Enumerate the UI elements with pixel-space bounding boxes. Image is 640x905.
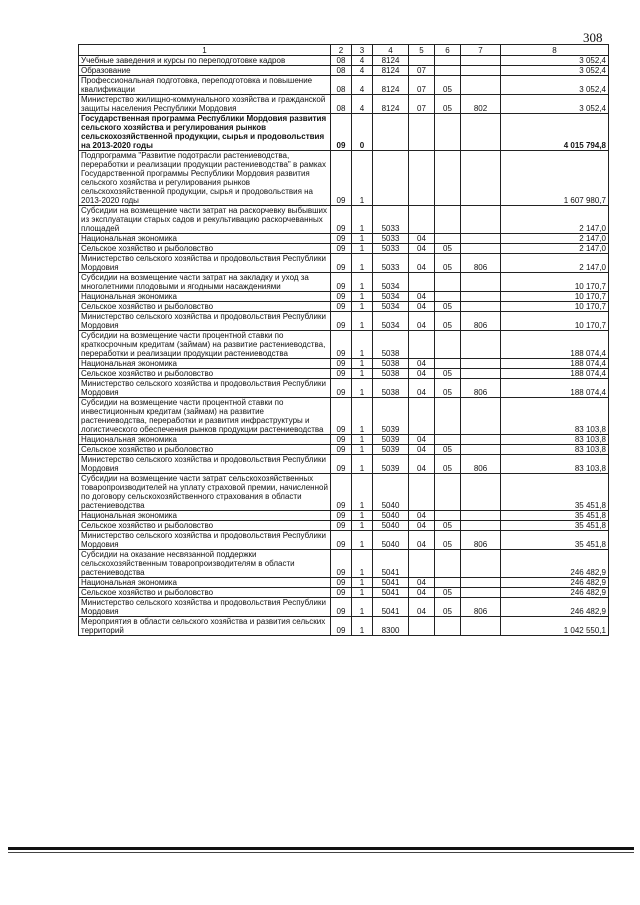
row-code-cell: 08 [331,66,352,76]
row-code-cell: 04 [409,302,435,312]
table-row [79,312,609,331]
row-code-cell: 05 [435,312,461,331]
row-code-cell [461,292,501,302]
row-code-cell: 09 [331,234,352,244]
table-row [79,95,609,114]
row-code-cell: 04 [409,359,435,369]
row-code-cell: 2 147,0 [501,254,609,273]
row-code-cell: 1 607 980,7 [501,151,609,206]
table-row [79,474,609,511]
row-code-cell: 09 [331,531,352,550]
table-row [79,302,609,312]
row-code-cell: 1 [352,379,373,398]
row-code-cell: 1 [352,455,373,474]
row-code-cell: 10 170,7 [501,273,609,292]
header-cell: 7 [461,45,501,56]
row-description-cell: Субсидии на возмещение части затрат сельскохозяйственных товаропроизводителей на уплату страховой премии, начисленной по договору сельскохозяйственного страхования в области растениеводства [79,474,331,511]
row-description-cell: Профессиональная подготовка, переподготовка и повышение квалификации [79,76,331,95]
table-row [79,244,609,254]
row-code-cell [435,151,461,206]
row-code-cell: 5040 [373,531,409,550]
row-code-cell: 05 [435,244,461,254]
row-description-cell: Министерство сельского хозяйства и продовольствия Республики Мордовия [79,455,331,474]
row-code-cell: 2 147,0 [501,244,609,254]
row-code-cell [461,521,501,531]
row-code-cell: 1 [352,531,373,550]
table-row [79,521,609,531]
row-code-cell: 04 [409,521,435,531]
row-code-cell: 246 482,9 [501,598,609,617]
row-description-cell: Министерство жилищно-коммунального хозяйства и гражданской защиты населения Республики Мордовия [79,95,331,114]
row-code-cell: 09 [331,254,352,273]
row-description-cell: Министерство сельского хозяйства и продовольствия Республики Мордовия [79,531,331,550]
row-code-cell: 09 [331,312,352,331]
row-description-cell: Министерство сельского хозяйства и продовольствия Республики Мордовия [79,254,331,273]
row-code-cell: 09 [331,588,352,598]
row-code-cell: 04 [409,511,435,521]
row-code-cell [435,66,461,76]
row-code-cell: 35 451,8 [501,511,609,521]
row-code-cell [409,398,435,435]
row-code-cell [461,114,501,151]
row-code-cell: 3 052,4 [501,76,609,95]
row-code-cell: 1 [352,578,373,588]
row-code-cell: 4 [352,95,373,114]
row-code-cell: 1 [352,521,373,531]
row-code-cell [461,76,501,95]
table-row [79,206,609,234]
row-code-cell: 5034 [373,302,409,312]
row-code-cell [409,273,435,292]
row-code-cell: 04 [409,435,435,445]
row-code-cell: 1 [352,151,373,206]
row-code-cell: 83 103,8 [501,455,609,474]
row-code-cell [435,435,461,445]
row-code-cell: 07 [409,95,435,114]
row-code-cell: 08 [331,56,352,66]
row-code-cell: 04 [409,244,435,254]
table-row [79,379,609,398]
row-code-cell [409,550,435,578]
row-code-cell: 5039 [373,455,409,474]
row-code-cell: 3 052,4 [501,56,609,66]
row-code-cell: 246 482,9 [501,550,609,578]
row-code-cell: 09 [331,511,352,521]
row-code-cell: 5033 [373,234,409,244]
budget-table [78,44,609,636]
row-code-cell: 5039 [373,435,409,445]
header-cell: 2 [331,45,352,56]
table-row [79,578,609,588]
row-code-cell: 5039 [373,398,409,435]
row-code-cell: 188 074,4 [501,369,609,379]
row-code-cell [435,550,461,578]
table-row [79,273,609,292]
row-description-cell: Национальная экономика [79,578,331,588]
row-code-cell [461,66,501,76]
row-code-cell: 1 [352,588,373,598]
row-code-cell: 5041 [373,578,409,588]
row-code-cell [461,151,501,206]
row-code-cell: 05 [435,455,461,474]
row-code-cell [409,331,435,359]
row-code-cell: 8124 [373,76,409,95]
row-code-cell: 5034 [373,292,409,302]
row-code-cell: 05 [435,369,461,379]
row-code-cell: 05 [435,598,461,617]
row-description-cell: Министерство сельского хозяйства и продовольствия Республики Мордовия [79,312,331,331]
row-code-cell: 05 [435,588,461,598]
row-code-cell: 806 [461,455,501,474]
header-cell: 4 [373,45,409,56]
table-row [79,151,609,206]
row-code-cell: 83 103,8 [501,435,609,445]
row-code-cell: 5040 [373,511,409,521]
row-code-cell: 09 [331,206,352,234]
row-code-cell: 09 [331,617,352,636]
row-description-cell: Национальная экономика [79,234,331,244]
row-code-cell [461,56,501,66]
row-description-cell: Образование [79,66,331,76]
table-row [79,550,609,578]
row-code-cell: 5034 [373,312,409,331]
row-description-cell: Сельское хозяйство и рыболовство [79,244,331,254]
row-code-cell: 05 [435,445,461,455]
row-code-cell: 1 [352,359,373,369]
row-code-cell: 1 [352,302,373,312]
row-code-cell: 10 170,7 [501,312,609,331]
row-code-cell [409,151,435,206]
row-code-cell: 04 [409,312,435,331]
row-code-cell: 04 [409,369,435,379]
row-code-cell: 09 [331,598,352,617]
row-code-cell: 83 103,8 [501,445,609,455]
row-code-cell: 806 [461,531,501,550]
row-code-cell [435,292,461,302]
row-code-cell: 09 [331,445,352,455]
row-code-cell: 35 451,8 [501,521,609,531]
row-code-cell: 1 [352,598,373,617]
row-code-cell: 1 [352,550,373,578]
row-code-cell [461,588,501,598]
row-code-cell: 07 [409,76,435,95]
row-code-cell: 09 [331,455,352,474]
row-code-cell [461,244,501,254]
row-code-cell: 1 [352,511,373,521]
row-description-cell: Мероприятия в области сельского хозяйства и развития сельских территорий [79,617,331,636]
table-row [79,511,609,521]
row-code-cell: 1 [352,244,373,254]
table-row [79,254,609,273]
row-code-cell [461,206,501,234]
row-code-cell: 09 [331,578,352,588]
row-code-cell: 09 [331,292,352,302]
header-cell: 8 [501,45,609,56]
row-code-cell: 09 [331,151,352,206]
table-row [79,598,609,617]
row-code-cell [409,56,435,66]
table-row [79,455,609,474]
row-code-cell: 04 [409,445,435,455]
row-description-cell: Учебные заведения и курсы по переподготовке кадров [79,56,331,66]
row-code-cell: 09 [331,302,352,312]
table-row [79,531,609,550]
row-description-cell: Министерство сельского хозяйства и продовольствия Республики Мордовия [79,598,331,617]
row-code-cell: 04 [409,578,435,588]
table-row [79,359,609,369]
row-code-cell: 04 [409,379,435,398]
row-code-cell [435,114,461,151]
row-code-cell: 09 [331,331,352,359]
row-code-cell: 2 147,0 [501,206,609,234]
row-code-cell: 05 [435,95,461,114]
row-code-cell: 5039 [373,445,409,455]
row-code-cell [409,474,435,511]
row-code-cell: 1 [352,234,373,244]
row-code-cell: 5038 [373,359,409,369]
row-code-cell: 5038 [373,331,409,359]
table-row [79,617,609,636]
row-code-cell [435,398,461,435]
table-row [79,56,609,66]
table-row [79,331,609,359]
table-row [79,114,609,151]
row-code-cell: 188 074,4 [501,331,609,359]
row-code-cell: 8300 [373,617,409,636]
row-code-cell: 09 [331,474,352,511]
row-code-cell [461,302,501,312]
table-body [79,56,609,636]
row-code-cell: 4 [352,66,373,76]
row-code-cell: 04 [409,598,435,617]
row-code-cell: 5033 [373,254,409,273]
row-code-cell: 1 [352,292,373,302]
row-code-cell: 802 [461,95,501,114]
row-description-cell: Сельское хозяйство и рыболовство [79,302,331,312]
row-description-cell: Национальная экономика [79,511,331,521]
header-cell: 1 [79,45,331,56]
row-code-cell [435,56,461,66]
row-code-cell: 5038 [373,369,409,379]
row-code-cell [461,369,501,379]
row-code-cell: 04 [409,254,435,273]
row-description-cell: Субсидии на возмещение части процентной ставки по краткосрочным кредитам (займам) на развитие растениеводства, переработки и реализации продукции растениеводства [79,331,331,359]
row-code-cell: 05 [435,302,461,312]
row-code-cell [409,114,435,151]
header-cell: 5 [409,45,435,56]
table-row [79,445,609,455]
row-code-cell: 806 [461,254,501,273]
row-code-cell: 5033 [373,206,409,234]
row-code-cell: 1 [352,206,373,234]
row-code-cell [461,445,501,455]
row-code-cell [461,359,501,369]
row-code-cell [461,511,501,521]
row-code-cell: 09 [331,379,352,398]
row-description-cell: Национальная экономика [79,435,331,445]
row-code-cell: 09 [331,273,352,292]
table-row [79,234,609,244]
row-code-cell: 0 [352,114,373,151]
table-row [79,76,609,95]
row-code-cell: 05 [435,76,461,95]
row-code-cell: 5040 [373,521,409,531]
row-description-cell: Сельское хозяйство и рыболовство [79,445,331,455]
row-code-cell: 09 [331,244,352,254]
row-code-cell: 05 [435,521,461,531]
table-row [79,66,609,76]
row-code-cell: 5034 [373,273,409,292]
row-code-cell: 07 [409,66,435,76]
row-code-cell: 04 [409,588,435,598]
row-code-cell: 246 482,9 [501,588,609,598]
table-row [79,369,609,379]
row-code-cell: 4 [352,56,373,66]
row-code-cell: 3 052,4 [501,66,609,76]
row-code-cell: 1 [352,273,373,292]
row-code-cell: 05 [435,254,461,273]
row-description-cell: Субсидии на возмещение части затрат на раскорчевку выбывших из эксплуатации старых садов и рекультивацию раскорчеванных площадей [79,206,331,234]
row-code-cell: 05 [435,531,461,550]
row-code-cell: 8124 [373,66,409,76]
row-code-cell: 04 [409,455,435,474]
row-code-cell: 09 [331,398,352,435]
row-code-cell: 806 [461,312,501,331]
row-description-cell: Сельское хозяйство и рыболовство [79,588,331,598]
row-code-cell: 83 103,8 [501,398,609,435]
row-code-cell [461,273,501,292]
row-code-cell: 188 074,4 [501,379,609,398]
row-code-cell [373,114,409,151]
row-description-cell: Министерство сельского хозяйства и продовольствия Республики Мордовия [79,379,331,398]
row-code-cell [435,234,461,244]
footer-rule-thin [8,852,634,853]
row-description-cell: Субсидии на возмещение части процентной ставки по инвестиционным кредитам (займам) на развитие растениеводства, переработки и развития инфраструктуры и логистического обеспечения рынков продукции растениеводства [79,398,331,435]
row-code-cell: 5041 [373,550,409,578]
row-code-cell [435,359,461,369]
header-cell: 6 [435,45,461,56]
row-code-cell: 246 482,9 [501,578,609,588]
row-code-cell: 05 [435,379,461,398]
row-code-cell: 09 [331,550,352,578]
row-code-cell: 08 [331,95,352,114]
row-code-cell: 08 [331,76,352,95]
row-code-cell: 2 147,0 [501,234,609,244]
row-code-cell: 09 [331,369,352,379]
row-code-cell: 8124 [373,95,409,114]
row-code-cell: 5041 [373,598,409,617]
row-code-cell: 1 [352,435,373,445]
row-code-cell [435,474,461,511]
footer-rule [8,847,634,850]
row-code-cell [435,273,461,292]
row-code-cell: 1 [352,445,373,455]
row-code-cell: 04 [409,234,435,244]
row-code-cell: 35 451,8 [501,531,609,550]
row-code-cell: 4 015 794,8 [501,114,609,151]
row-code-cell: 1 [352,254,373,273]
row-code-cell: 806 [461,379,501,398]
row-code-cell [461,398,501,435]
table-row [79,292,609,302]
row-code-cell: 4 [352,76,373,95]
table-header-row [79,45,609,56]
row-code-cell: 09 [331,521,352,531]
row-code-cell [435,206,461,234]
row-code-cell [435,331,461,359]
row-code-cell [461,578,501,588]
table-row [79,588,609,598]
row-code-cell: 5038 [373,379,409,398]
row-code-cell: 1 042 550,1 [501,617,609,636]
row-code-cell [461,550,501,578]
row-description-cell: Субсидии на возмещение части затрат на закладку и уход за многолетними плодовыми и ягодными насаждениями [79,273,331,292]
row-description-cell: Субсидии на оказание несвязанной поддержки сельскохозяйственным товаропроизводителям в области растениеводства [79,550,331,578]
row-code-cell [461,234,501,244]
row-code-cell: 8124 [373,56,409,66]
row-code-cell: 04 [409,292,435,302]
row-code-cell: 1 [352,312,373,331]
row-code-cell [435,578,461,588]
row-code-cell: 10 170,7 [501,302,609,312]
row-code-cell [435,511,461,521]
row-code-cell [409,617,435,636]
table-row [79,435,609,445]
row-description-cell: Национальная экономика [79,292,331,302]
row-code-cell: 04 [409,531,435,550]
row-code-cell: 806 [461,598,501,617]
row-code-cell: 5041 [373,588,409,598]
row-code-cell: 1 [352,398,373,435]
row-code-cell [435,617,461,636]
page-number: 308 [583,30,603,45]
row-code-cell: 5033 [373,244,409,254]
row-code-cell: 1 [352,617,373,636]
row-description-cell: Национальная экономика [79,359,331,369]
row-code-cell [461,331,501,359]
row-description-cell: Подпрограмма "Развитие подотрасли растениеводства, переработки и реализации продукции растениеводства" в рамках Государственной программы Республики Мордовия развития сельского хозяйства и регулирования рынков сельскохозяйственной продукции, сырья и продовольствия на 2013-2020 годы [79,151,331,206]
header-cell: 3 [352,45,373,56]
row-code-cell: 1 [352,474,373,511]
row-code-cell: 09 [331,114,352,151]
row-code-cell [373,151,409,206]
row-code-cell [461,474,501,511]
row-code-cell: 10 170,7 [501,292,609,302]
row-code-cell [461,435,501,445]
row-code-cell [461,617,501,636]
table-row [79,398,609,435]
row-description-cell: Сельское хозяйство и рыболовство [79,521,331,531]
row-code-cell: 3 052,4 [501,95,609,114]
row-code-cell: 09 [331,435,352,445]
row-code-cell: 188 074,4 [501,359,609,369]
row-description-cell: Государственная программа Республики Мордовия развития сельского хозяйства и регулирования рынков сельскохозяйственной продукции, сырья и продовольствия на 2013-2020 годы [79,114,331,151]
row-code-cell: 35 451,8 [501,474,609,511]
row-code-cell [409,206,435,234]
row-description-cell: Сельское хозяйство и рыболовство [79,369,331,379]
row-code-cell: 1 [352,369,373,379]
row-code-cell: 09 [331,359,352,369]
row-code-cell: 5040 [373,474,409,511]
row-code-cell: 1 [352,331,373,359]
